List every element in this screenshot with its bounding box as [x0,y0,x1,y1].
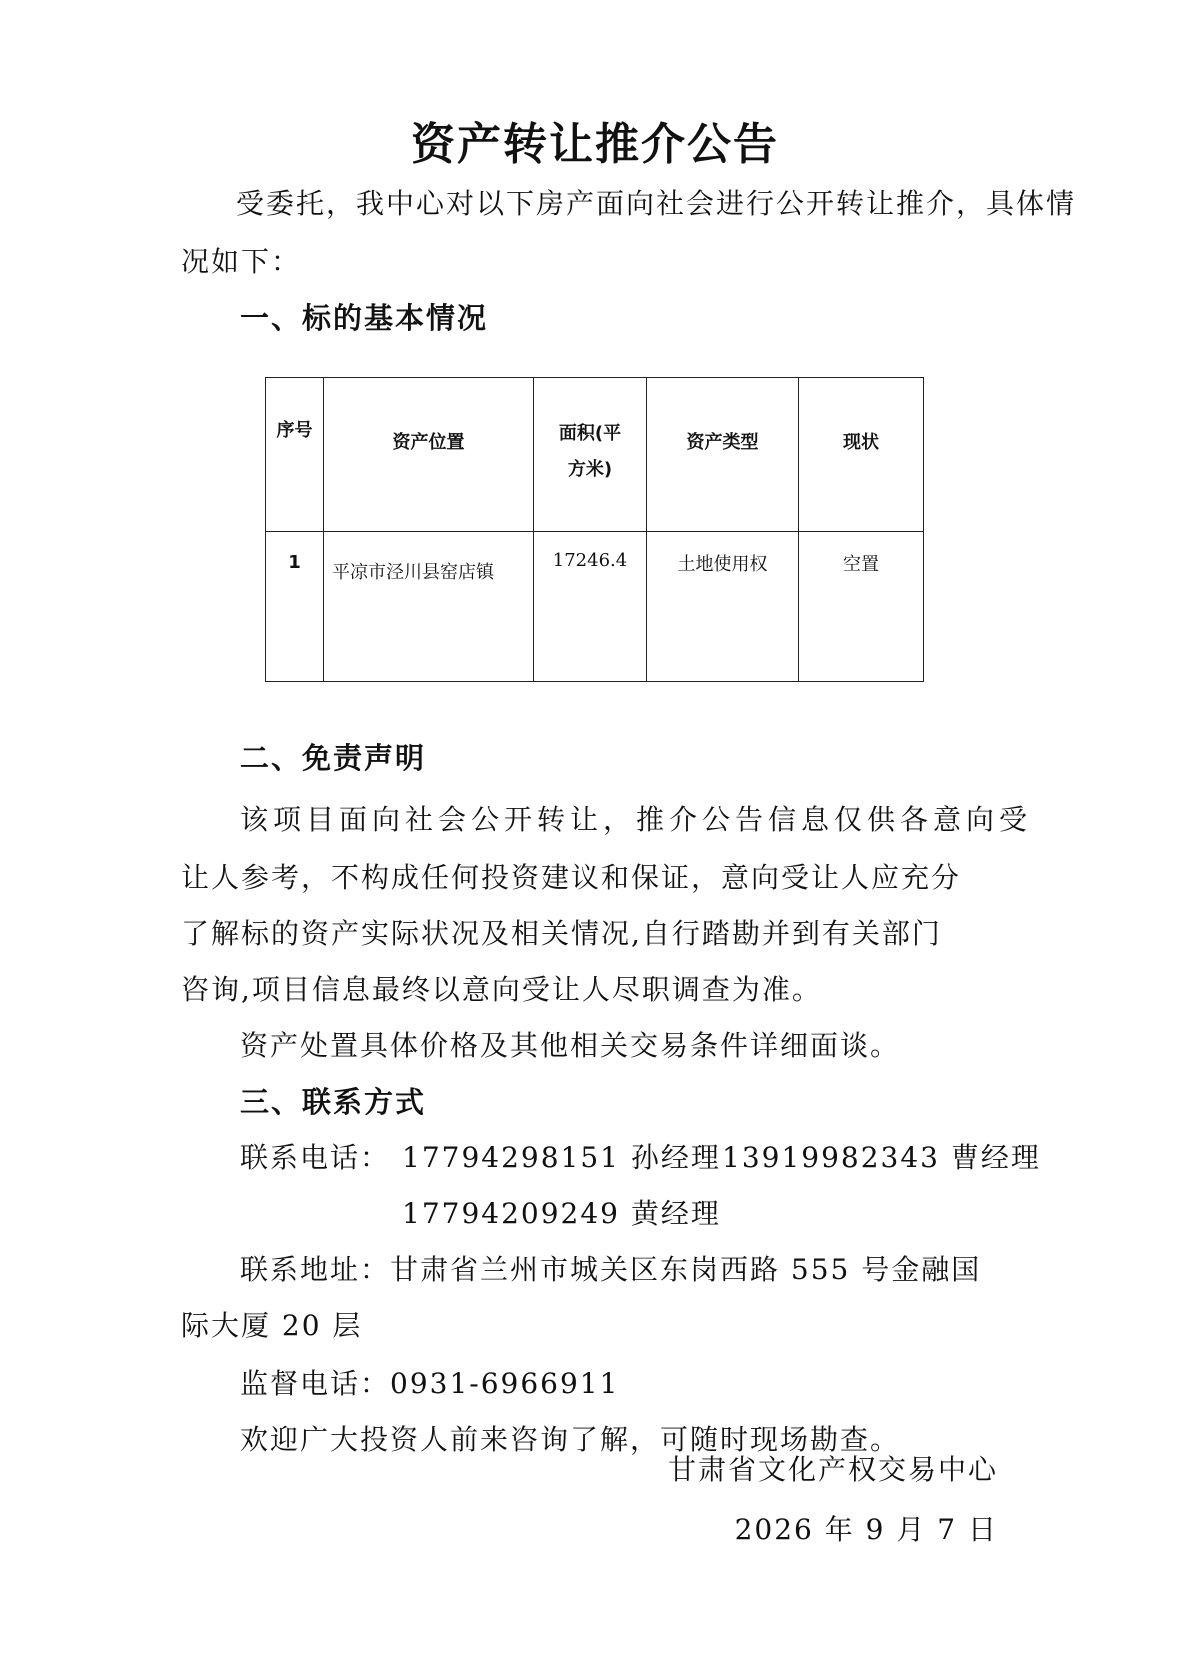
cell-location: 平凉市泾川县窑店镇 [324,532,534,682]
header-area-line-2: 方米) [567,459,613,480]
welcome-text: 欢迎广大投资人前来咨询了解，可随时现场勘查。 [240,1423,901,1456]
page-title: 资产转让推介公告 [411,119,779,170]
supervision-phone: 监督电话：0931-6966911 [240,1367,620,1400]
disclaimer-line-4: 咨询,项目信息最终以意向受让人尽职调查为准。 [181,973,822,1006]
header-area-line-1: 面积(平 [558,423,622,444]
cell-area: 17246.4 [534,532,647,682]
cell-seq: 1 [266,532,324,682]
header-status: 现状 [799,378,924,532]
phone-3: 17794209249 黄经理 [402,1197,721,1230]
section-3-heading: 三、联系方式 [240,1085,427,1119]
header-location: 资产位置 [324,378,534,532]
intro-line-2: 况如下： [181,245,302,278]
disclaimer-line-1: 该项目面向社会公开转让，推介公告信息仅供各意向受 [240,803,1033,836]
table-row [266,532,924,682]
table-header-row [266,378,924,532]
disclaimer-line-5: 资产处置具体价格及其他相关交易条件详细面谈。 [240,1029,901,1062]
address-line-2: 际大厦 20 层 [181,1309,363,1342]
address-line-1: 联系地址：甘肃省兰州市城关区东岗西路 555 号金融国 [240,1253,982,1286]
header-area [534,378,647,532]
disclaimer-line-3: 了解标的资产实际状况及相关情况,自行踏勘并到有关部门 [181,917,942,950]
header-type: 资产类型 [647,378,799,532]
disclaimer-line-2: 让人参考，不构成任何投资建议和保证，意向受让人应充分 [181,861,962,894]
signature-org: 甘肃省文化产权交易中心 [667,1453,998,1486]
section-2-heading: 二、免责声明 [240,741,427,775]
phone-1: 17794298151 孙经理 [402,1141,721,1174]
cell-status: 空置 [799,532,924,682]
signature-date: 2026 年 9 月 7 日 [734,1513,998,1546]
phone-label: 联系电话： [240,1141,391,1174]
cell-type: 土地使用权 [647,532,799,682]
intro-line-1: 受委托，我中心对以下房产面向社会进行公开转让推介，具体情 [236,187,1077,220]
asset-table [265,377,924,682]
section-1-heading: 一、标的基本情况 [240,301,489,335]
phone-2: 13919982343 曹经理 [722,1141,1041,1174]
header-seq: 序号 [266,378,324,532]
